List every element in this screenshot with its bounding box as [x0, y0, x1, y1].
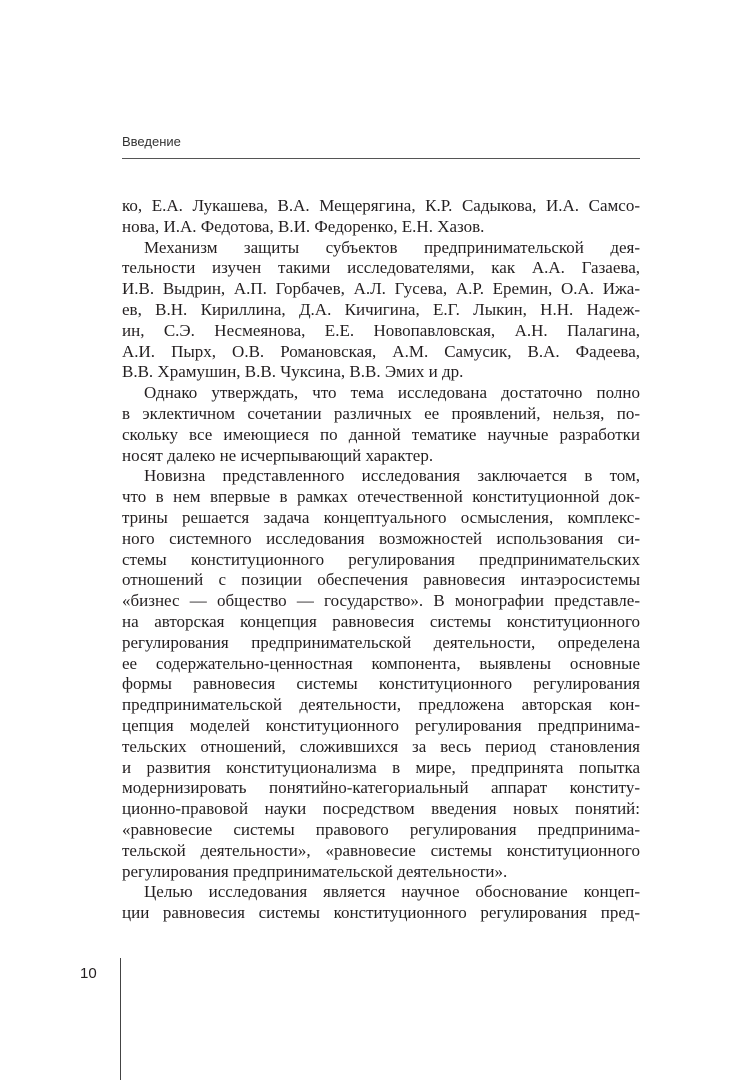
text-line: А.И. Пырх, О.В. Романовская, А.М. Самусик, В.А. Фадеева,	[122, 341, 640, 361]
text-line: Целью исследования является научное обоснование концеп-	[144, 882, 640, 902]
text-line: ции равновесия системы конституционного регулирования пред-	[122, 903, 640, 923]
text-line: Однако утверждать, что тема исследована достаточно полно	[144, 383, 640, 403]
text-line: нова, И.А. Федотова, В.И. Федоренко, Е.Н. Хазов.	[122, 216, 485, 236]
text-line: В.В. Храмушин, В.В. Чуксина, В.В. Эмих и др.	[122, 362, 464, 382]
text-line: «равновесие системы правового регулирования предпринима-	[122, 819, 640, 839]
page-body	[122, 196, 640, 924]
text-line: ин, С.Э. Несмеянова, Е.Е. Новопавловская, А.Н. Палагина,	[122, 320, 640, 340]
paragraph	[122, 383, 640, 466]
text-line: ционно-правовой науки посредством введения новых понятий:	[122, 799, 640, 819]
text-line: и развития конституционализма в мире, предпринята попытка	[122, 757, 640, 777]
text-line: скольку все имеющиеся по данной тематике научные разработки	[122, 424, 640, 444]
text-line: регулирования предпринимательской деятельности».	[122, 861, 508, 881]
text-line: Механизм защиты субъектов предпринимательской дея-	[144, 237, 640, 257]
text-line: регулирования предпринимательской деятельности, определена	[122, 632, 640, 652]
text-line: тельской деятельности», «равновесие системы конституционного	[122, 840, 640, 860]
text-line: в эклектичном сочетании различных ее проявлений, нельзя, по-	[122, 403, 640, 423]
text-line: формы равновесия системы конституционного регулирования	[122, 674, 640, 694]
paragraph	[122, 238, 640, 384]
text-line: цепция моделей конституционного регулирования предпринима-	[122, 715, 640, 735]
text-line: Новизна представленного исследования заключается в том,	[144, 466, 640, 486]
page-number-rule	[120, 958, 121, 1080]
text-line: трины решается задача концептуального осмысления, комплекс-	[122, 507, 640, 527]
page-number: 10	[80, 965, 97, 982]
text-line: ев, В.Н. Кириллина, Д.А. Кичигина, Е.Г. Лыкин, Н.Н. Надеж-	[122, 299, 640, 319]
header-divider	[122, 158, 640, 159]
text-line: ного системного исследования возможностей использования си-	[122, 528, 640, 548]
text-line: ее содержательно-ценностная компонента, выявлены основные	[122, 653, 640, 673]
paragraph	[122, 466, 640, 882]
text-line: носят далеко не исчерпывающий характер.	[122, 445, 434, 465]
paragraph	[122, 882, 640, 924]
text-line: И.В. Выдрин, А.П. Горбачев, А.Л. Гусева, А.Р. Еремин, О.А. Ижа-	[122, 279, 640, 299]
text-line: тельских отношений, сложившихся за весь период становления	[122, 736, 640, 756]
text-line: «бизнес — общество — государство». В монографии представле-	[122, 591, 640, 611]
running-header: Введение	[122, 134, 181, 149]
text-line: модернизировать понятийно-категориальный аппарат конститу-	[122, 778, 640, 798]
text-line: стемы конституционного регулирования предпринимательских	[122, 549, 640, 569]
text-line: отношений с позиции обеспечения равновесия интаэросистемы	[122, 570, 640, 590]
text-line: ко, Е.А. Лукашева, В.А. Мещерягина, К.Р. Садыкова, И.А. Самсо-	[122, 196, 640, 215]
text-line: что в нем впервые в рамках отечественной конституционной док-	[122, 487, 640, 507]
text-line: предпринимательской деятельности, предложена авторская кон-	[122, 695, 640, 715]
text-line: тельности изучен такими исследователями, как А.А. Газаева,	[122, 258, 640, 278]
paragraph	[122, 196, 640, 238]
text-line: на авторская концепция равновесия системы конституционного	[122, 611, 640, 631]
